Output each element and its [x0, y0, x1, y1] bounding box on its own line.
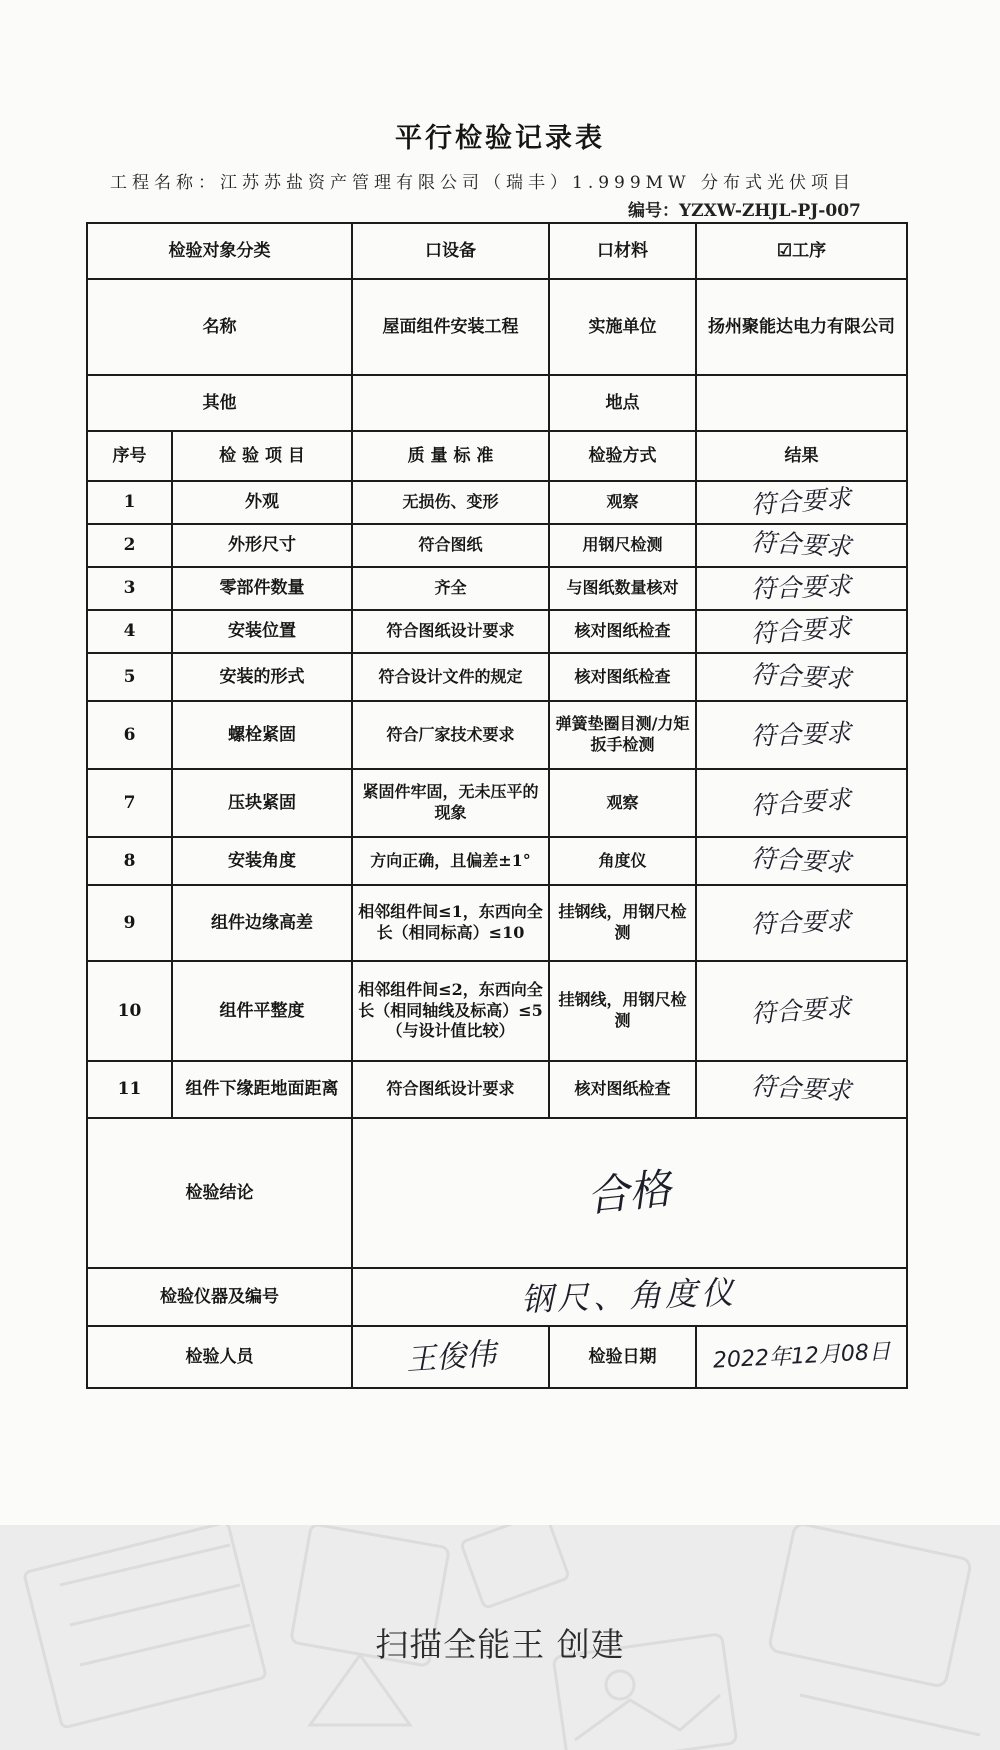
date-value-cell [696, 1326, 907, 1388]
table-row [87, 1061, 907, 1118]
row-no: 2 [87, 524, 172, 567]
row-item: 安装的形式 [172, 653, 352, 701]
instrument-row [87, 1268, 907, 1326]
name-label: 名称 [87, 279, 352, 375]
name-row [87, 279, 907, 375]
handwritten-result: 符合要求 [750, 784, 853, 821]
inspector-row [87, 1326, 907, 1388]
row-item: 外观 [172, 481, 352, 524]
table-row [87, 961, 907, 1061]
row-standard: 符合设计文件的规定 [352, 653, 549, 701]
table-row [87, 524, 907, 567]
option-device-checkbox: 口设备 [352, 223, 549, 279]
row-item: 组件边缘高差 [172, 885, 352, 961]
handwritten-result: 符合要求 [750, 992, 853, 1029]
row-standard: 相邻组件间≤1，东西向全长（相同标高）≤10 [352, 885, 549, 961]
row-result-signature [696, 885, 907, 961]
table-row [87, 481, 907, 524]
table-row [87, 610, 907, 653]
row-item: 组件下缘距地面距离 [172, 1061, 352, 1118]
table-row [87, 885, 907, 961]
column-header-item: 检 验 项 目 [172, 431, 352, 481]
row-no: 6 [87, 701, 172, 769]
row-method: 用钢尺检测 [549, 524, 696, 567]
row-standard: 相邻组件间≤2，东西向全长（相同轴线及标高）≤5（与设计值比较） [352, 961, 549, 1061]
row-item: 外形尺寸 [172, 524, 352, 567]
column-header-row [87, 431, 907, 481]
row-no: 1 [87, 481, 172, 524]
handwritten-result: 符合要求 [750, 843, 853, 878]
row-no: 5 [87, 653, 172, 701]
row-standard: 符合图纸设计要求 [352, 1061, 549, 1118]
other-label: 其他 [87, 375, 352, 431]
row-result-signature [696, 837, 907, 885]
handwritten-result: 符合要求 [750, 906, 852, 939]
table-row [87, 837, 907, 885]
row-item: 安装角度 [172, 837, 352, 885]
conclusion-row [87, 1118, 907, 1268]
row-standard: 符合厂家技术要求 [352, 701, 549, 769]
row-result-signature [696, 524, 907, 567]
row-result-signature [696, 701, 907, 769]
row-method: 挂钢线，用钢尺检测 [549, 961, 696, 1061]
row-method: 挂钢线，用钢尺检测 [549, 885, 696, 961]
handwritten-result: 符合要求 [750, 659, 853, 694]
other-row [87, 375, 907, 431]
handwritten-result: 符合要求 [750, 571, 852, 604]
document-title: 平行检验记录表 [395, 123, 605, 154]
handwritten-date: 2022年12月08日 [711, 1339, 891, 1374]
watermark-text: 扫描全能王 创建 [375, 1625, 625, 1664]
row-method: 与图纸数量核对 [549, 567, 696, 610]
row-no: 10 [87, 961, 172, 1061]
inspection-form-table [86, 222, 908, 1389]
handwritten-result: 符合要求 [750, 483, 853, 520]
location-value [696, 375, 907, 431]
inspector-signature: 王俊伟 [404, 1336, 497, 1378]
handwritten-result: 符合要求 [750, 718, 852, 751]
name-value: 屋面组件安装工程 [352, 279, 549, 375]
row-no: 9 [87, 885, 172, 961]
row-result-signature [696, 610, 907, 653]
category-label: 检验对象分类 [87, 223, 352, 279]
row-item: 压块紧固 [172, 769, 352, 837]
row-method: 核对图纸检查 [549, 653, 696, 701]
handwritten-conclusion: 合格 [585, 1163, 674, 1221]
row-result-signature [696, 567, 907, 610]
unit-value: 扬州聚能达电力有限公司 [696, 279, 907, 375]
row-method: 弹簧垫圈目测/力矩扳手检测 [549, 701, 696, 769]
handwritten-result: 符合要求 [750, 527, 853, 562]
row-item: 零部件数量 [172, 567, 352, 610]
project-name-line: 工程名称：江苏苏盐资产管理有限公司（瑞丰）1.999MW 分布式光伏项目 [110, 173, 855, 193]
row-result-signature [696, 481, 907, 524]
handwritten-result: 符合要求 [750, 612, 853, 649]
row-no: 3 [87, 567, 172, 610]
handwritten-result: 符合要求 [750, 1071, 853, 1106]
row-result-signature [696, 769, 907, 837]
row-standard: 符合图纸 [352, 524, 549, 567]
row-result-signature [696, 653, 907, 701]
table-row [87, 567, 907, 610]
instrument-label: 检验仪器及编号 [87, 1268, 352, 1326]
inspector-label: 检验人员 [87, 1326, 352, 1388]
conclusion-value-cell [352, 1118, 907, 1268]
other-value [352, 375, 549, 431]
row-standard: 无损伤、变形 [352, 481, 549, 524]
column-header-standard: 质 量 标 准 [352, 431, 549, 481]
option-process-checkbox: ☑工序 [696, 223, 907, 279]
table-row [87, 701, 907, 769]
row-item: 组件平整度 [172, 961, 352, 1061]
location-label: 地点 [549, 375, 696, 431]
column-header-method: 检验方式 [549, 431, 696, 481]
row-method: 核对图纸检查 [549, 610, 696, 653]
category-row [87, 223, 907, 279]
row-result-signature [696, 1061, 907, 1118]
row-standard: 紧固件牢固，无未压平的现象 [352, 769, 549, 837]
option-material-checkbox: 口材料 [549, 223, 696, 279]
instrument-value-cell [352, 1268, 907, 1326]
table-row [87, 653, 907, 701]
document-code: 编号：YZXW-ZHJL-PJ-007 [628, 201, 861, 221]
row-standard: 符合图纸设计要求 [352, 610, 549, 653]
column-header-result: 结果 [696, 431, 907, 481]
unit-label: 实施单位 [549, 279, 696, 375]
conclusion-label: 检验结论 [87, 1118, 352, 1268]
row-method: 观察 [549, 769, 696, 837]
row-item: 螺栓紧固 [172, 701, 352, 769]
row-standard: 齐全 [352, 567, 549, 610]
table-row [87, 769, 907, 837]
row-no: 7 [87, 769, 172, 837]
date-label: 检验日期 [549, 1326, 696, 1388]
row-method: 核对图纸检查 [549, 1061, 696, 1118]
row-no: 11 [87, 1061, 172, 1118]
row-no: 4 [87, 610, 172, 653]
inspector-signature-cell [352, 1326, 549, 1388]
row-no: 8 [87, 837, 172, 885]
row-item: 安装位置 [172, 610, 352, 653]
column-header-no: 序号 [87, 431, 172, 481]
row-result-signature [696, 961, 907, 1061]
scanner-watermark-footer [0, 1525, 1000, 1750]
handwritten-instrument: 钢尺、角度仪 [520, 1273, 739, 1319]
row-standard: 方向正确，且偏差±1° [352, 837, 549, 885]
row-method: 观察 [549, 481, 696, 524]
row-method: 角度仪 [549, 837, 696, 885]
